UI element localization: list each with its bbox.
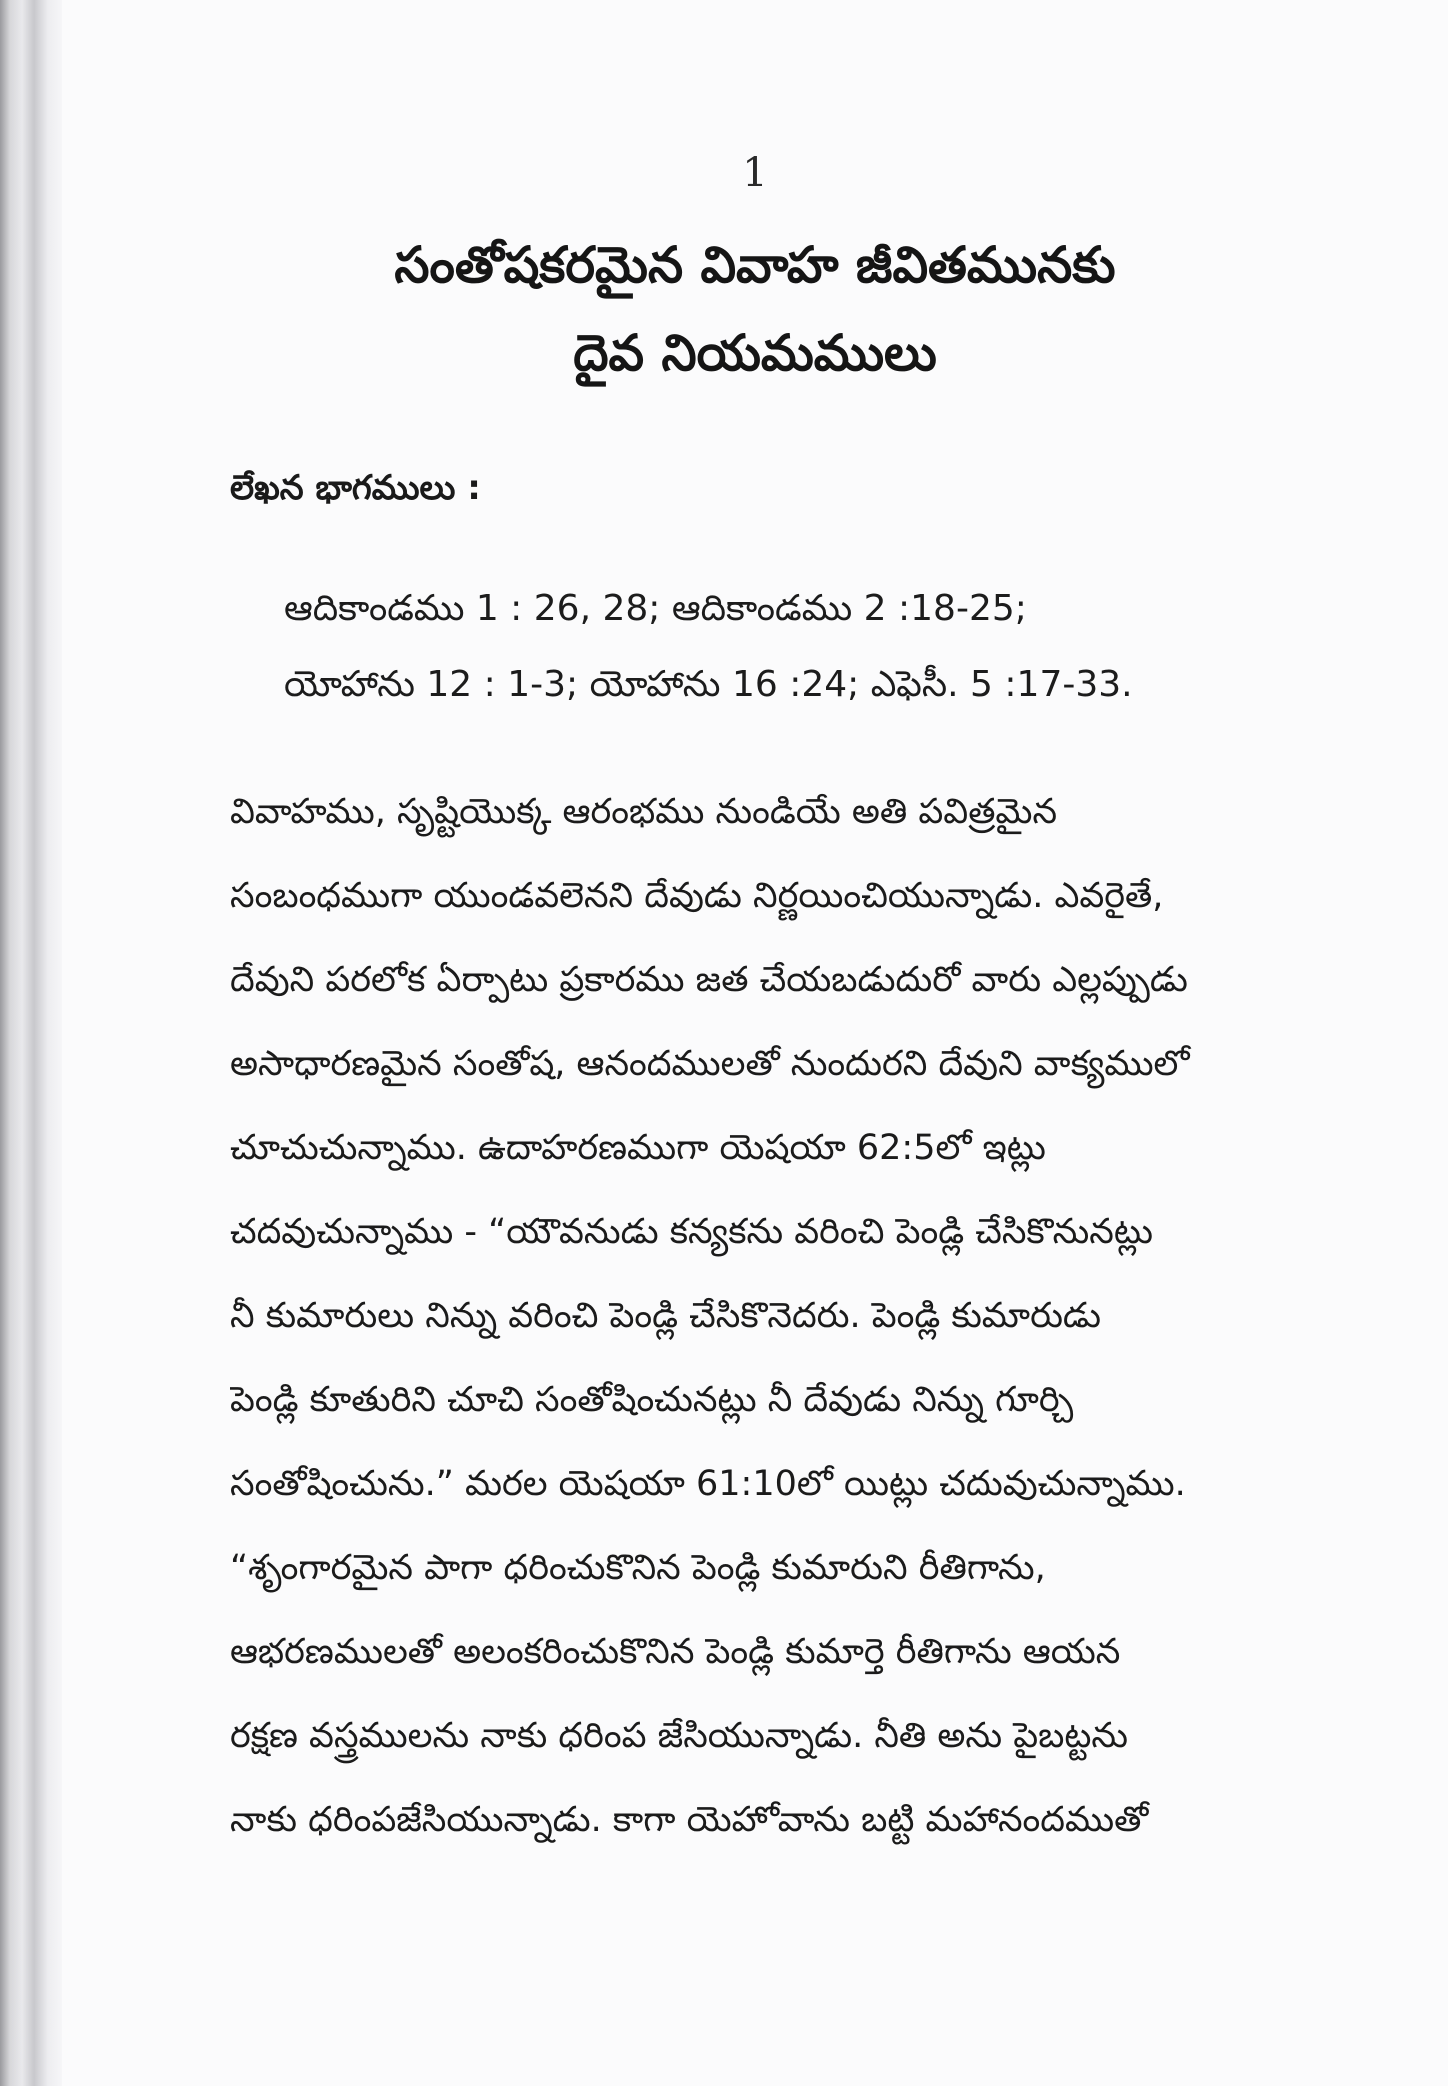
page-number: 1 [742,150,768,196]
book-spine [0,0,62,2086]
body-text-line: రక్షణ వస్త్రములను నాకు ధరింప జేసియున్నాడు. నీతి అను పైబట్టను [230,1716,1129,1756]
body-text-line: వివాహము, సృష్టియొక్క ఆరంభము నుండియే అతి పవిత్రమైన [230,792,1058,832]
body-text-line: నాకు ధరింపజేసియున్నాడు. కాగా యెహోవాను బట్టి మహానందముతో [230,1800,1149,1840]
book-page [62,0,1448,2086]
section-heading: లేఖన భాగములు : [230,468,481,508]
chapter-title-line-2: దైవ నియమములు [573,324,937,382]
body-text-line: సంబంధముగా యుండవలెనని దేవుడు నిర్ణయించియున్నాడు. ఎవరైతే, [230,876,1164,916]
body-text-line: చూచుచున్నాము. ఉదాహరణముగా యెషయా 62:5లో ఇట్లు [230,1128,1046,1168]
chapter-title-line-1: సంతోషకరమైన వివాహ జీవితమునకు [394,236,1116,294]
body-text-line: “శృంగారమైన పాగా ధరించుకొనిన పెండ్లి కుమారుని రీతిగాను, [230,1548,1046,1588]
scripture-reference-line: ఆదికాండము 1 : 26, 28; ఆదికాండము 2 :18-25; [284,588,1027,629]
body-text-line: అసాధారణమైన సంతోష, ఆనందములతో నుందురని దేవుని వాక్యములో [230,1044,1190,1084]
body-text-line: ఆభరణములతో అలంకరించుకొనిన పెండ్లి కుమార్తె రీతిగాను ఆయన [230,1632,1121,1672]
body-text-line: పెండ్లి కూతురిని చూచి సంతోషించునట్లు నీ దేవుడు నిన్ను గూర్చి [230,1380,1074,1420]
body-text-line: చదవుచున్నాము - “యౌవనుడు కన్యకను వరించి పెండ్లి చేసికొనునట్లు [230,1212,1153,1252]
scripture-reference-line: యోహాను 12 : 1-3; యోహాను 16 :24; ఎఫెసీ. 5 :17-33. [284,664,1133,705]
body-text-line: నీ కుమారులు నిన్ను వరించి పెండ్లి చేసికొనెదరు. పెండ్లి కుమారుడు [230,1296,1101,1336]
body-text-line: సంతోషించును.” మరల యెషయా 61:10లో యిట్లు చదువుచున్నాము. [230,1464,1186,1504]
body-text-line: దేవుని పరలోక ఏర్పాటు ప్రకారము జత చేయబడుదురో వారు ఎల్లప్పుడు [230,960,1188,1000]
